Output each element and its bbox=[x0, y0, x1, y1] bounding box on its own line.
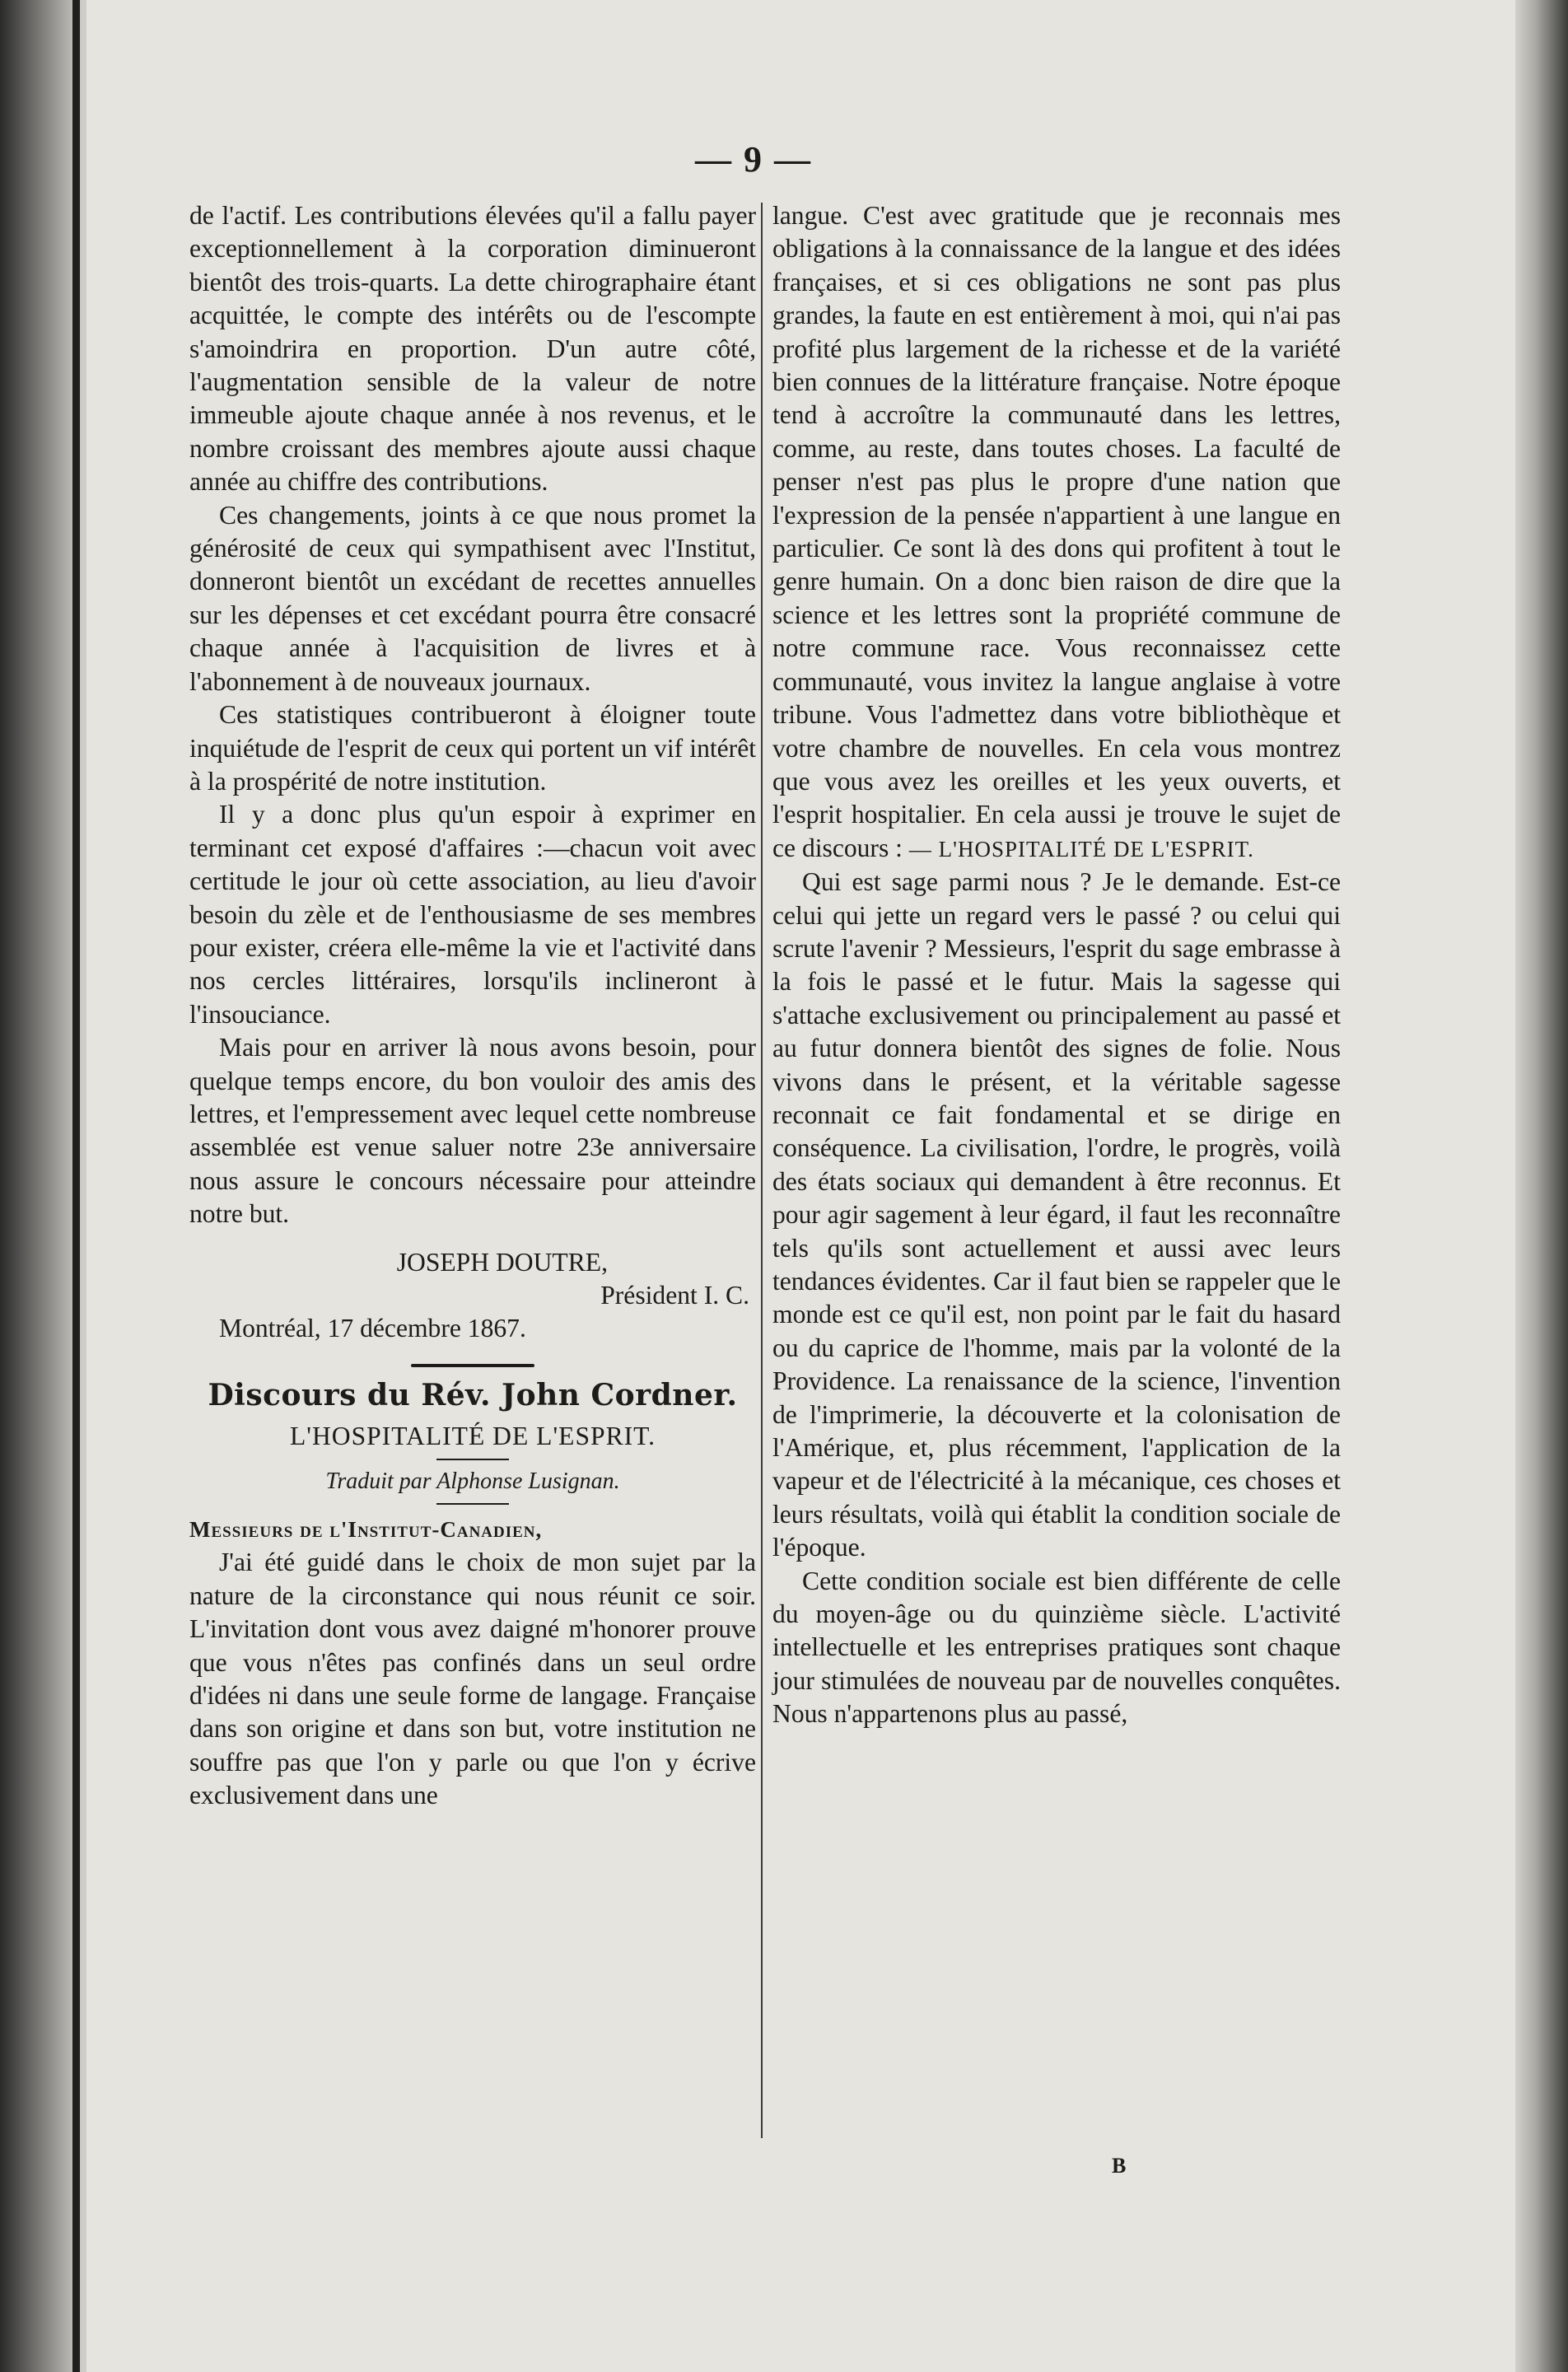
binding-shadow bbox=[72, 0, 80, 2372]
short-divider bbox=[436, 1503, 509, 1505]
paragraph: J'ai été guidé dans le choix de mon sujet par la nature de la circonstance qui nous réunit ce soir. L'invitation dont vous avez daigné m'honorer prouve que vous n'êtes pas confinés dans un seul ordre d'idées ni dans une seule forme de langage. Française dans son origine et dans son but, votre institution ne souffre pas que l'on y parle ou que l'on y écrive exclusivement dans une bbox=[189, 1548, 756, 1810]
signature-mark: B bbox=[1112, 2154, 1127, 2178]
paragraph-text: langue. C'est avec gratitude que je reconnais mes obligations à la connaissance de la langue et des idées françaises, et si ces obligations ne sont pas plus grandes, la faute en est entièrement à moi, qui n'ai pas profité plus largement de la richesse et de la variété bien connues de la littérature française. Notre époque tend à accroître la communauté dans les lettres, comme, au reste, dans toutes choses. La faculté de penser n'est pas plus le propre d'une nation que l'expression de la pensée n'appartient à une langue en particulier. Ce sont là des dons qui profitent à tout le genre humain. On a donc bien raison de dire que la science et les lettres sont la propriété commune de notre commune race. Vous reconnaissez cette communauté, vous invitez la langue anglaise à votre tribune. Vous l'admettez dans votre bibliothèque et votre chambre de nouvelles. En cela vous montrez que vous avez les oreilles et les yeux ouverts, et l'esprit hospitalier. En cela aussi je trouve le sujet de ce discours : bbox=[772, 201, 1341, 862]
short-divider bbox=[436, 1459, 509, 1460]
right-column bbox=[772, 199, 1341, 1731]
page-edge bbox=[1515, 0, 1568, 2372]
salutation: Messieurs de l'Institut-Canadien, bbox=[189, 1517, 543, 1543]
section-title: Discours du Rév. John Cordner. bbox=[208, 1377, 738, 1412]
inline-title: — L'HOSPITALITÉ DE L'ESPRIT. bbox=[908, 836, 1254, 861]
paragraph: Mais pour en arriver là nous avons besoin, pour quelque temps encore, du bon vouloir des amis des lettres, et l'empressement avec lequel cette nombreuse assemblée est venue saluer notre 23e anniversaire nous assure le concours nécessaire pour atteindre notre but. bbox=[189, 1033, 756, 1229]
paragraph bbox=[772, 199, 1341, 866]
signature-name: JOSEPH DOUTRE, bbox=[396, 1247, 608, 1277]
paragraph: Qui est sage parmi nous ? Je le demande. Est-ce celui qui jette un regard vers le passé ? ou celui qui scrute l'avenir ? Messieurs, l'esprit du sage embrasse à la fois le passé et le futur. Mais la sagesse qui s'attache exclusivement ou principalement au passé et au futur donnera bientôt des signes de folie. Nous vivons dans le présent, et la véritable sagesse reconnait ce fait fondamental et se dirige en conséquence. La civilisation, l'ordre, le progrès, voilà des états sociaux qui demandent à être reconnus. Et pour agir sagement à leur égard, il faut les reconnaître tels qu'ils sont actuellement et aussi avec leurs tendances évidentes. Car il faut bien se rappeler que le monde est ce qu'il est, non point par le fait du hasard ou du caprice de l'homme, mais par la volonté de la Providence. La renaissance de la science, l'invention de l'imprimerie, la découverte et la colonisation de l'Amérique, et, plus récemment, l'application de la vapeur et de l'électricité à la mécanique, ces choses et leurs résultats, voilà qui établit la condition sociale de l'époque. bbox=[772, 867, 1341, 1562]
column-divider bbox=[761, 203, 763, 2138]
page-number: — 9 — bbox=[695, 139, 812, 180]
translator-credit: Traduit par Alphonse Lusignan. bbox=[325, 1468, 620, 1494]
signature-date: Montréal, 17 décembre 1867. bbox=[219, 1314, 526, 1343]
paragraph: de l'actif. Les contributions élevées qu'il a fallu payer exceptionnellement à la corporation diminueront bientôt des trois-quarts. La dette chirographaire étant acquittée, le compte des intérêts ou de l'escompte s'amoindrira en proportion. D'un autre côté, l'augmentation sensible de la valeur de notre immeuble ajoute chaque année à nos revenus, et le nombre croissant des membres ajoute aussi chaque année au chiffre des contributions. bbox=[189, 201, 756, 497]
signature-title: Président I. C. bbox=[600, 1281, 749, 1310]
section-divider bbox=[411, 1364, 534, 1367]
section-subtitle: L'HOSPITALITÉ DE L'ESPRIT. bbox=[289, 1422, 656, 1451]
paragraph: Ces changements, joints à ce que nous promet la générosité de ceux qui sympathisent avec l'Institut, donneront bientôt un excédant de recettes annuelles sur les dépenses et cet excédant pourra être consacré chaque année à l'acquisition de livres et à l'abonnement à de nouveaux journaux. bbox=[189, 500, 756, 696]
paragraph: Il y a donc plus qu'un espoir à exprimer en terminant cet exposé d'affaires :—chacun voit avec certitude le jour où cette association, au lieu d'avoir besoin du zèle et de l'enthousiasme de ses membres pour exister, créera elle-même la vie et l'activité dans nos cercles littéraires, lorsqu'ils inclineront à l'insouciance. bbox=[189, 800, 756, 1029]
paragraph: Cette condition sociale est bien différente de celle du moyen-âge ou du quinzième siècle. L'activité intellectuelle et les entreprises pratiques sont chaque jour stimulées de nouveau par de nouvelles conquêtes. Nous n'appartenons plus au passé, bbox=[772, 1566, 1341, 1729]
paragraph: Ces statistiques contribueront à éloigner toute inquiétude de l'esprit de ceux qui portent un vif intérêt à la prospérité de notre institution. bbox=[189, 700, 756, 796]
left-column bbox=[189, 199, 756, 1813]
